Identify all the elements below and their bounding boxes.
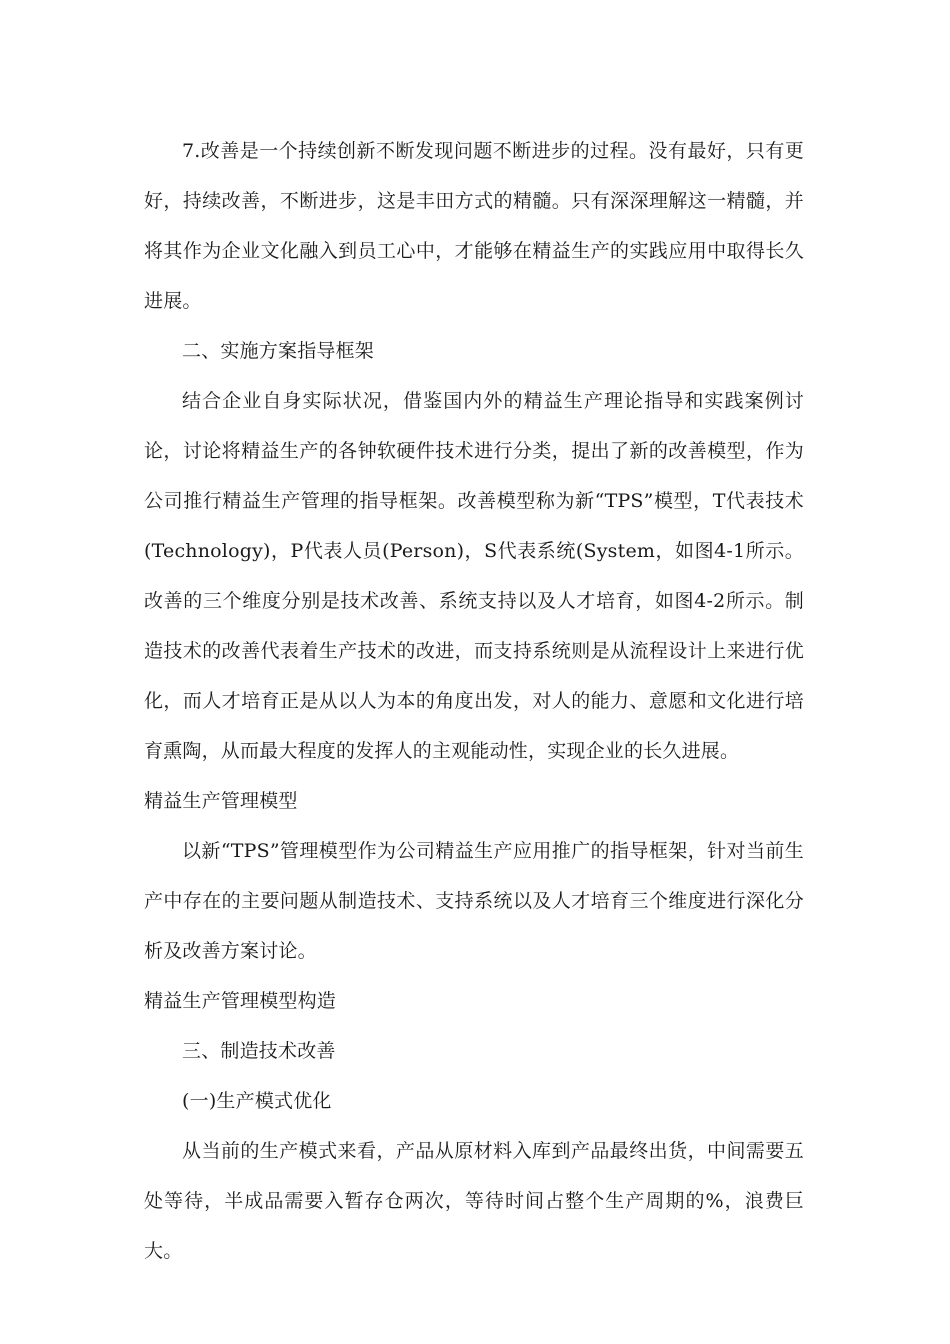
figure-caption-lean-model-structure: 精益生产管理模型构造: [144, 990, 337, 1012]
paragraph-continuous-improvement: 7.改善是一个持续创新不断发现问题不断进步的过程。没有最好，只有更好，持续改善，不断进步，这是丰田方式的精髓。只有深深理解这一精髓，并将其作为企业文化融入到员工心中，才能够在精益生产的实践应用中取得长久进展。: [144, 140, 804, 312]
document-page: [144, 126, 804, 1276]
paragraph-framework-guidance: 以新“TPS”管理模型作为公司精益生产应用推广的指导框架，针对当前生产中存在的主要问题从制造技术、支持系统以及人才培育三个维度进行深化分析及改善方案讨论。: [144, 840, 804, 962]
figure-caption-lean-model: 精益生产管理模型: [144, 790, 298, 812]
section-heading-implementation-framework: 二、实施方案指导框架: [182, 340, 375, 362]
section-heading-manufacturing-improvement: 三、制造技术改善: [182, 1040, 336, 1062]
paragraph-tps-model: 结合企业自身实际状况，借鉴国内外的精益生产理论指导和实践案例讨论，讨论将精益生产的各钟软硬件技术进行分类，提出了新的改善模型，作为公司推行精益生产管理的指导框架。改善模型称为新“TPS”模型，T代表技术(Technology)，P代表人员(Person)，S代表系统(System，如图4-1所示。改善的三个维度分别是技术改善、系统支持以及人才培育，如图4-2所示。制造技术的改善代表着生产技术的改进，而支持系统则是从流程设计上来进行优化，而人才培育正是从以人为本的角度出发，对人的能力、意愿和文化进行培育熏陶，从而最大程度的发挥人的主观能动性，实现企业的长久进展。: [144, 390, 804, 762]
paragraph-production-mode-analysis: 从当前的生产模式来看，产品从原材料入库到产品最终出货，中间需要五处等待，半成品需要入暂存仓两次，等待时间占整个生产周期的%，浪费巨大。: [144, 1140, 804, 1262]
subsection-heading-production-mode: (一)生产模式优化: [182, 1090, 332, 1112]
